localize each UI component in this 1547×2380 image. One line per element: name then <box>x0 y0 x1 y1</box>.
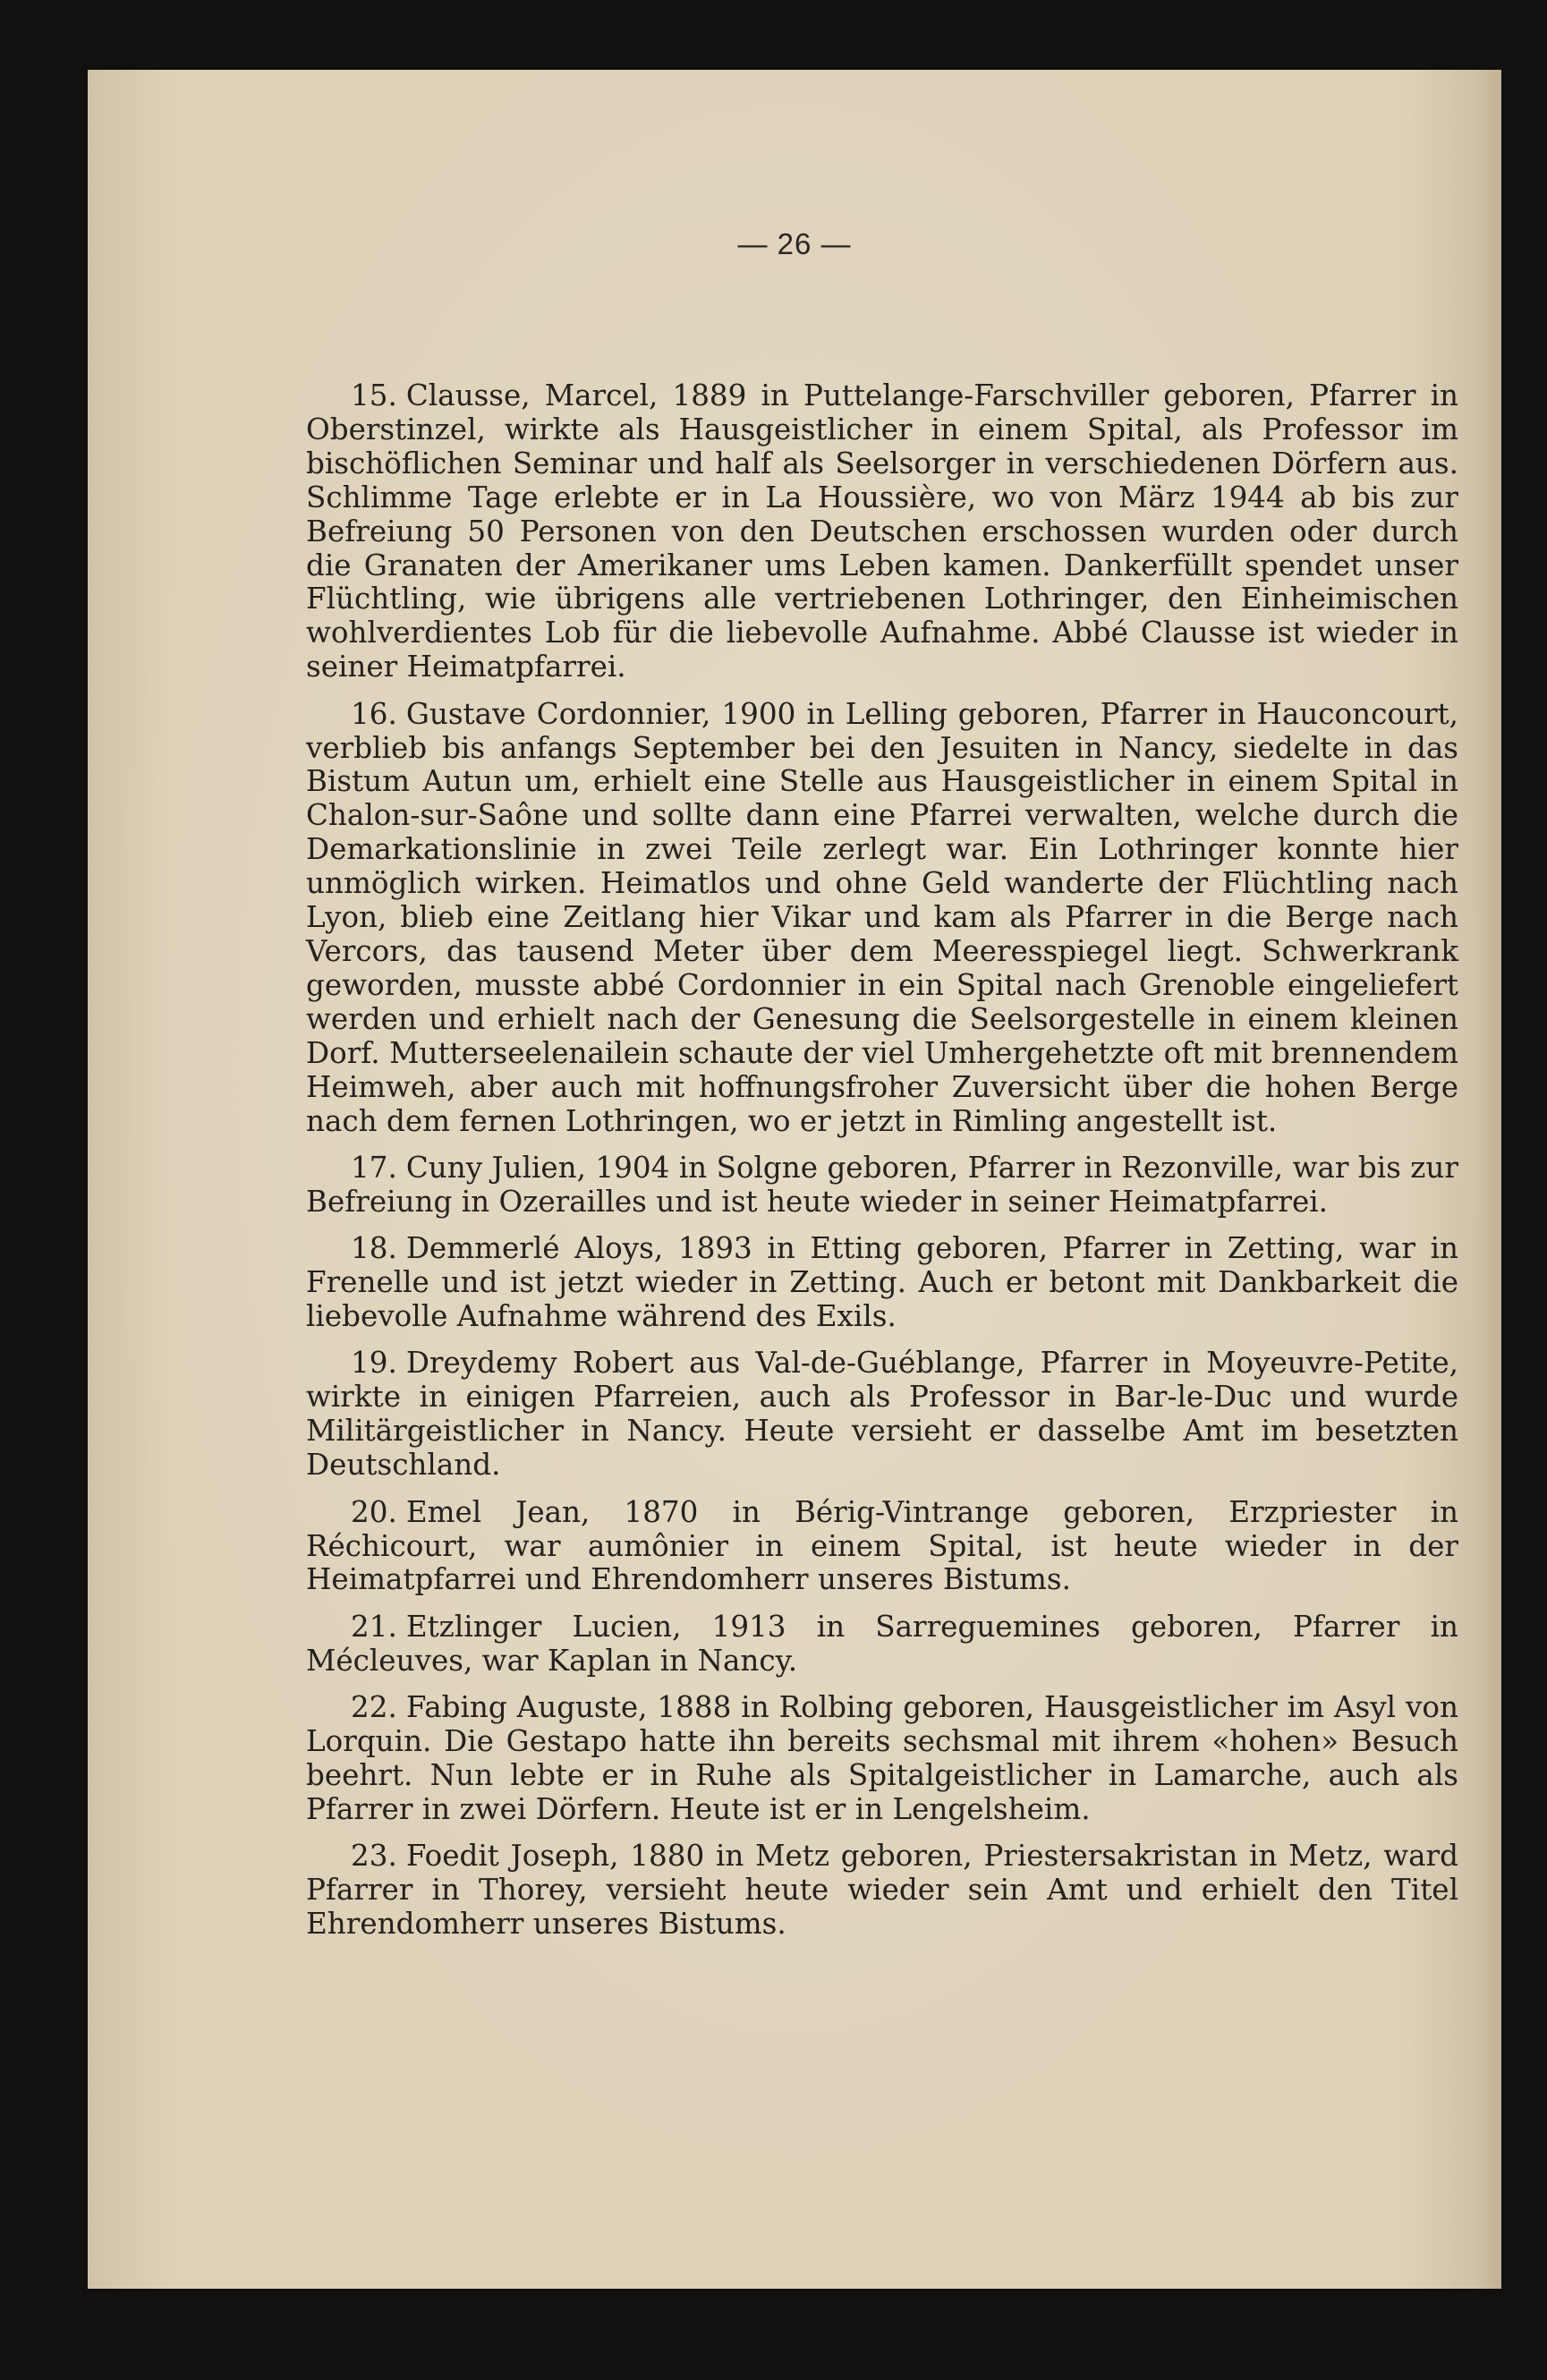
entry-number: 18. <box>351 1231 397 1266</box>
entry-number: 20. <box>351 1494 397 1529</box>
entry-19 <box>306 1347 1458 1483</box>
entry-text: Fabing Auguste, 1888 in Rolbing geboren, Hausgeistlicher im Asyl von Lorquin. Die Gestapo hatte ihn bereits sechsmal mit ihrem «hohen» Besuch beehrt. Nun lebte er in Ruhe als Spitalgeistlicher in Lamarche, auch als Pfarrer in zwei Dörfern. Heute ist er in Lengelsheim. <box>306 1690 1458 1826</box>
entry-22 <box>306 1691 1458 1827</box>
entry-16 <box>306 698 1458 1139</box>
entry-number: 15. <box>351 378 397 412</box>
entry-21 <box>306 1611 1458 1679</box>
entry-text: Dreydemy Robert aus Val-de-Guéblange, Pfarrer in Moyeuvre-Petite, wirkte in einigen Pfarreien, auch als Professor in Bar-le-Duc und wurde Militärgeistlicher in Nancy. Heute versieht er dasselbe Amt im besetzten Deutschland. <box>306 1346 1458 1483</box>
entry-text: Etzlinger Lucien, 1913 in Sarreguemines geboren, Pfarrer in Mécleuves, war Kaplan in Nancy. <box>306 1609 1458 1678</box>
entry-20 <box>306 1496 1458 1598</box>
entry-text: Clausse, Marcel, 1889 in Puttelange-Farschviller geboren, Pfarrer in Oberstinzel, wirkte als Hausgeistlicher in einem Spital, als Professor im bischöflichen Seminar und half als Seelsorger in verschiedenen Dörfern aus. Schlimme Tage erlebte er in La Houssière, wo von März 1944 ab bis zur Befreiung 50 Personen von den Deutschen erschossen wurden oder durch die Granaten der Amerikaner ums Leben kamen. Dankerfüllt spendet unser Flüchtling, wie übrigens alle vertriebenen Lothringer, den Einheimischen wohlverdientes Lob für die liebevolle Aufnahme. Abbé Clausse ist wieder in seiner Heimatpfarrei. <box>306 378 1458 684</box>
entry-text: Emel Jean, 1870 in Bérig-Vintrange geboren, Erzpriester in Réchicourt, war aumônier in einem Spital, ist heute wieder in der Heimatpfarrei und Ehrendomherr unseres Bistums. <box>306 1494 1458 1597</box>
entry-number: 22. <box>351 1690 397 1725</box>
entry-number: 21. <box>351 1609 397 1644</box>
entry-text: Gustave Cordonnier, 1900 in Lelling geboren, Pfarrer in Hauconcourt, verblieb bis anfangs September bei den Jesuiten in Nancy, siedelte in das Bistum Autun um, erhielt eine Stelle aus Hausgeistlicher in einem Spital in Chalon-sur-Saône und sollte dann eine Pfarrei verwalten, welche durch die Demarkationslinie in zwei Teile zerlegt war. Ein Lothringer konnte hier unmöglich wirken. Heimatlos und ohne Geld wanderte der Flüchtling nach Lyon, blieb eine Zeitlang hier Vikar und kam als Pfarrer in die Berge nach Vercors, das tausend Meter über dem Meeresspiegel liegt. Schwerkrank geworden, musste abbé Cordonnier in ein Spital nach Grenoble eingeliefert werden und erhielt nach der Genesung die Seelsorgestelle in einem kleinen Dorf. Mutterseelenailein schaute der viel Umhergehetzte oft mit brennendem Heimweh, aber auch mit hoffnungsfroher Zuversicht über die hohen Berge nach dem fernen Lothringen, wo er jetzt in Rimling angestellt ist. <box>306 696 1458 1138</box>
page-number: — 26 — <box>737 227 852 260</box>
entry-number: 17. <box>351 1150 397 1185</box>
entry-15 <box>306 379 1458 684</box>
entry-text: Cuny Julien, 1904 in Solgne geboren, Pfarrer in Rezonville, war bis zur Befreiung in Ozerailles und ist heute wieder in seiner Heimatpfarrei. <box>306 1150 1458 1219</box>
entry-17 <box>306 1152 1458 1220</box>
entry-23 <box>306 1840 1458 1942</box>
page-edge <box>1476 70 1501 2289</box>
entry-18 <box>306 1232 1458 1334</box>
entry-number: 16. <box>351 696 397 731</box>
entry-text: Demmerlé Aloys, 1893 in Etting geboren, Pfarrer in Zetting, war in Frenelle und ist jetzt wieder in Zetting. Auch er betont mit Dankbarkeit die liebevolle Aufnahme während des Exils. <box>306 1231 1458 1334</box>
entry-number: 19. <box>351 1346 397 1381</box>
book-page <box>88 70 1501 2289</box>
entry-text: Foedit Joseph, 1880 in Metz geboren, Priestersakristan in Metz, ward Pfarrer in Thorey, versieht heute wieder sein Amt und erhielt den Titel Ehrendomherr unseres Bistums. <box>306 1839 1458 1942</box>
entry-number: 23. <box>351 1839 397 1874</box>
body-text <box>306 379 1458 1954</box>
